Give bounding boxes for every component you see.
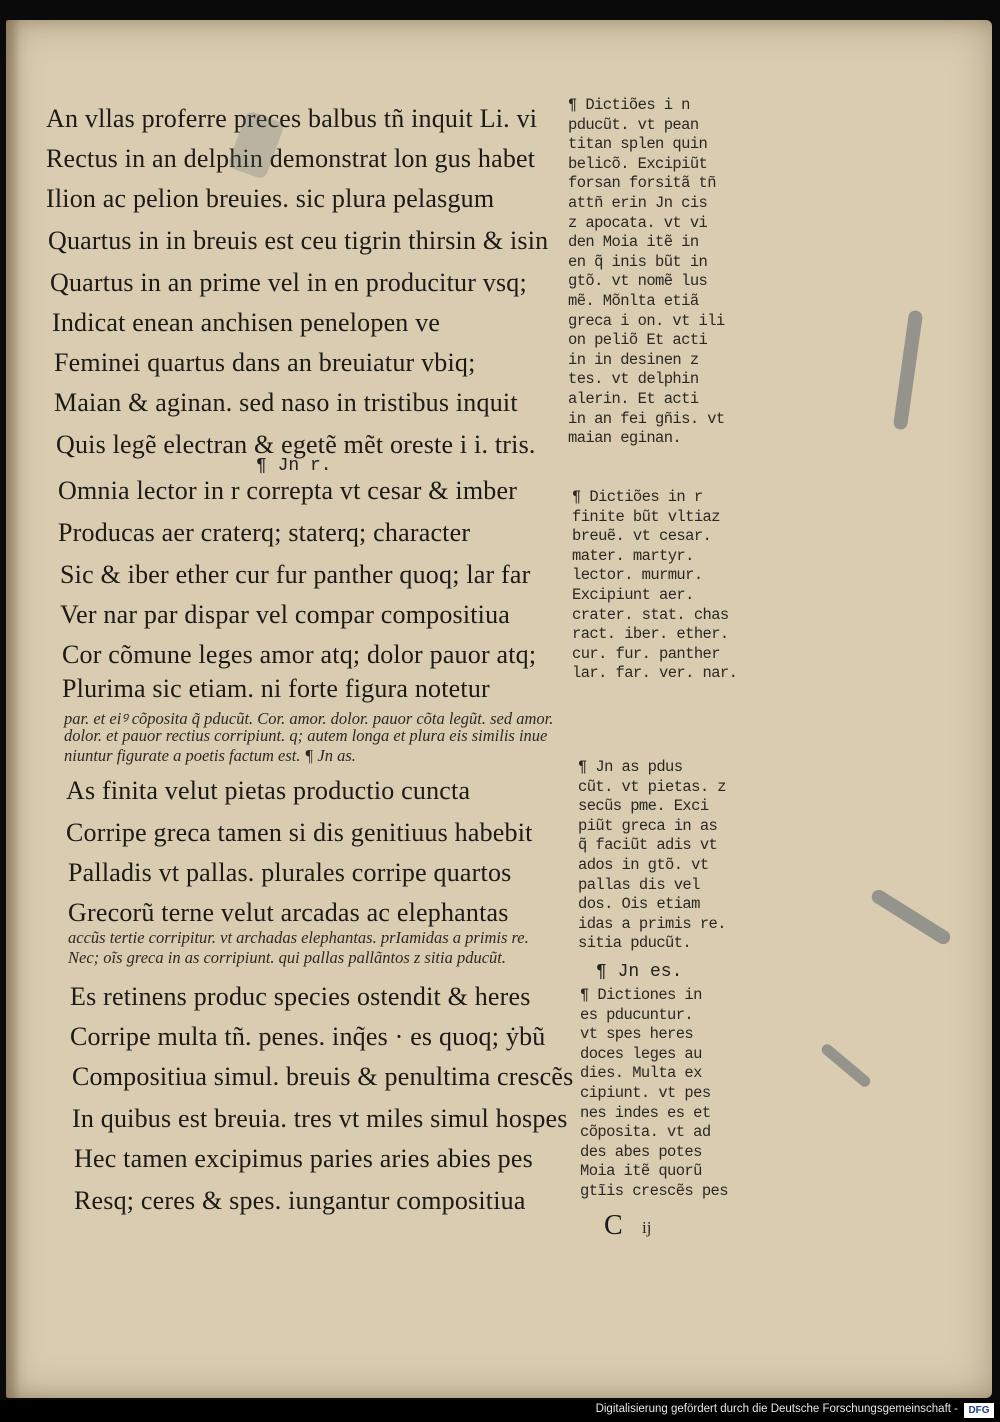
gloss-line: cur. fur. panther (572, 644, 720, 663)
signature-mark: C (604, 1210, 623, 1241)
verse-line: Palladis vt pallas. plurales corripe quartos (68, 858, 512, 887)
verse-line: Sic & iber ether cur fur panther quoq; lar far (60, 560, 531, 589)
gloss-line: crater. stat. chas (572, 605, 729, 624)
verse-line: Omnia lector in r correpta vt cesar & imber (58, 476, 518, 505)
gloss-line: es pducuntur. (580, 1005, 694, 1024)
verse-line: Ver nar par dispar vel compar compositiua (60, 600, 511, 629)
gloss-block-2 (572, 488, 737, 684)
prose-line: par. et eiꝰ cõposita q̃ pducũt. Cor. amor. dolor. pauor cõta legũt. sed amor. (64, 709, 554, 728)
verse-line: Rectus in an delphin demonstrat lon gus habet (46, 144, 536, 173)
gloss-line: attñ erin Jn cis (568, 193, 708, 212)
gloss-block-3 (578, 758, 726, 954)
section-header-in-r: ¶ Jn r. (256, 456, 332, 476)
prose-line: accũs tertie corripitur. vt archadas elephantas. prIamidas a primis re. (68, 928, 529, 947)
verse-line: Corripe greca tamen si dis genitiuus habebit (66, 818, 533, 847)
gloss-line: q̃ faciũt adis vt (578, 836, 718, 855)
verse-line: In quibus est breuia. tres vt miles simul hospes (72, 1104, 568, 1133)
gloss-line: breuẽ. vt cesar. (572, 527, 712, 546)
gloss-line: finite bũt vltiaz (572, 507, 720, 526)
stain-mark (819, 1042, 872, 1089)
gloss-line: den Moia itẽ in (568, 233, 699, 252)
footer-text: Digitalisierung gefördert durch die Deutsche Forschungsgemeinschaft - (595, 1403, 958, 1415)
verse-line: Plurima sic etiam. ni forte figura notetur (62, 674, 490, 703)
verse-line: As finita velut pietas productio cuncta (66, 776, 471, 805)
verse-line: Cor cõmune leges amor atq; dolor pauor atq; (62, 640, 537, 669)
verse-line: Resq; ceres & spes. iungantur compositiua (74, 1186, 526, 1215)
dfg-logo: DFG (964, 1403, 994, 1418)
gloss-line: lector. murmur. (572, 566, 703, 585)
verse-line: Feminei quartus dans an breuiatur vbiq; (54, 348, 476, 377)
verse-line: Corripe multa tñ. penes. inq̃es · es quoq; ẏbũ (70, 1022, 546, 1051)
gloss-line: sitia pducũt. (578, 934, 692, 953)
verse-line: Quartus in an prime vel in en producitur vsq; (50, 268, 527, 297)
gloss-line: alerin. Et acti (568, 389, 699, 408)
verse-line: Hec tamen excipimus paries aries abies pes (74, 1144, 533, 1173)
gloss-line: idas a primis re. (578, 914, 726, 933)
gloss-line: ¶ Dictiões i n (568, 96, 690, 114)
gloss-line: belicõ. Excipiũt (568, 154, 708, 173)
section-header-in-es: ¶ Jn es. (596, 962, 683, 982)
gloss-line: vt spes heres (580, 1025, 694, 1044)
verse-line: Quis legẽ electran & egetẽ mẽt oreste i i. tris. (56, 430, 536, 459)
gloss-line: Moia itẽ quorũ (580, 1162, 702, 1181)
stain-mark (869, 887, 953, 947)
gloss-line: gtõ. vt nomẽ lus (568, 272, 708, 291)
verse-line: Maian & aginan. sed naso in tristibus inquit (54, 388, 518, 417)
gloss-line: dies. Multa ex (580, 1064, 702, 1083)
gloss-line: z apocata. vt vi (568, 213, 708, 232)
gloss-line: Excipiunt aer. (572, 585, 694, 604)
gloss-line: secũs pme. Exci (578, 797, 709, 816)
gloss-line: maian eginan. (568, 429, 682, 448)
gloss-line: on peliõ Et acti (568, 331, 708, 350)
gloss-line: dos. Ois etiam (578, 895, 700, 914)
book-page (6, 20, 992, 1398)
gloss-block-4 (580, 986, 728, 1202)
digitization-footer (0, 1400, 1000, 1422)
verse-line: Quartus in in breuis est ceu tigrin thirsin & isin (48, 226, 549, 255)
gloss-line: ract. iber. ether. (572, 625, 729, 644)
verse-line: Grecorũ terne velut arcadas ac elephantas (68, 898, 509, 927)
gloss-line: des abes potes (580, 1142, 702, 1161)
signature-sub: ij (642, 1218, 652, 1237)
verse-line: Indicat enean anchisen penelopen ve (52, 308, 441, 337)
verse-line: Compositiua simul. breuis & penultima crescẽs (72, 1062, 574, 1091)
gloss-line: ¶ Dictiões in r (572, 488, 703, 506)
gloss-line: greca i on. vt ili (568, 311, 725, 330)
verse-line: Ilion ac pelion breuies. sic plura pelasgum (46, 184, 495, 213)
page-fold-shadow (6, 20, 20, 1398)
gloss-line: nes indes es et (580, 1103, 711, 1122)
stain-mark (893, 310, 924, 431)
gloss-line: in in desinen z (568, 350, 699, 369)
gloss-line: tes. vt delphin (568, 370, 699, 389)
gloss-line: pallas dis vel (578, 875, 700, 894)
gloss-line: piũt greca in as (578, 816, 718, 835)
gloss-line: ¶ Dictiones in (580, 986, 702, 1004)
gloss-line: cõposita. vt ad (580, 1123, 711, 1142)
gloss-line: mẽ. Mõnlta etiã (568, 291, 699, 310)
gloss-line: titan splen quin (568, 135, 708, 154)
verse-line: Es retinens produc species ostendit & heres (70, 982, 531, 1011)
gloss-line: forsan forsitã tñ (568, 174, 716, 193)
gloss-line: cipiunt. vt pes (580, 1083, 711, 1102)
gloss-line: in an fei gñis. vt (568, 409, 725, 428)
gloss-line: cũt. vt pietas. z (578, 777, 726, 796)
prose-line: Nec; oĩs greca in as corripiunt. qui pallas pallãntos z sitia pducũt. (68, 948, 507, 967)
verse-line: An vllas proferre preces balbus tñ inquit Li. vi (46, 104, 538, 133)
gloss-line: ¶ Jn as pdus (578, 758, 683, 776)
gloss-line: lar. far. ver. nar. (572, 664, 738, 683)
gloss-line: mater. martyr. (572, 546, 694, 565)
verse-line: Producas aer craterq; staterq; character (58, 518, 471, 547)
gloss-line: ados in gtõ. vt (578, 855, 709, 874)
gloss-block-1 (568, 96, 725, 449)
gloss-line: en q̃ inis bũt in (568, 252, 708, 271)
gloss-line: doces leges au (580, 1044, 702, 1063)
gloss-line: pducũt. vt pean (568, 115, 699, 134)
prose-line: dolor. et pauor rectius corripiunt. q; autem longa et plura eis similis inue (64, 726, 548, 745)
prose-line: niuntur figurate a poetis factum est. ¶ Jn as. (64, 746, 356, 765)
gloss-line: gtĩis crescẽs pes (580, 1181, 728, 1200)
